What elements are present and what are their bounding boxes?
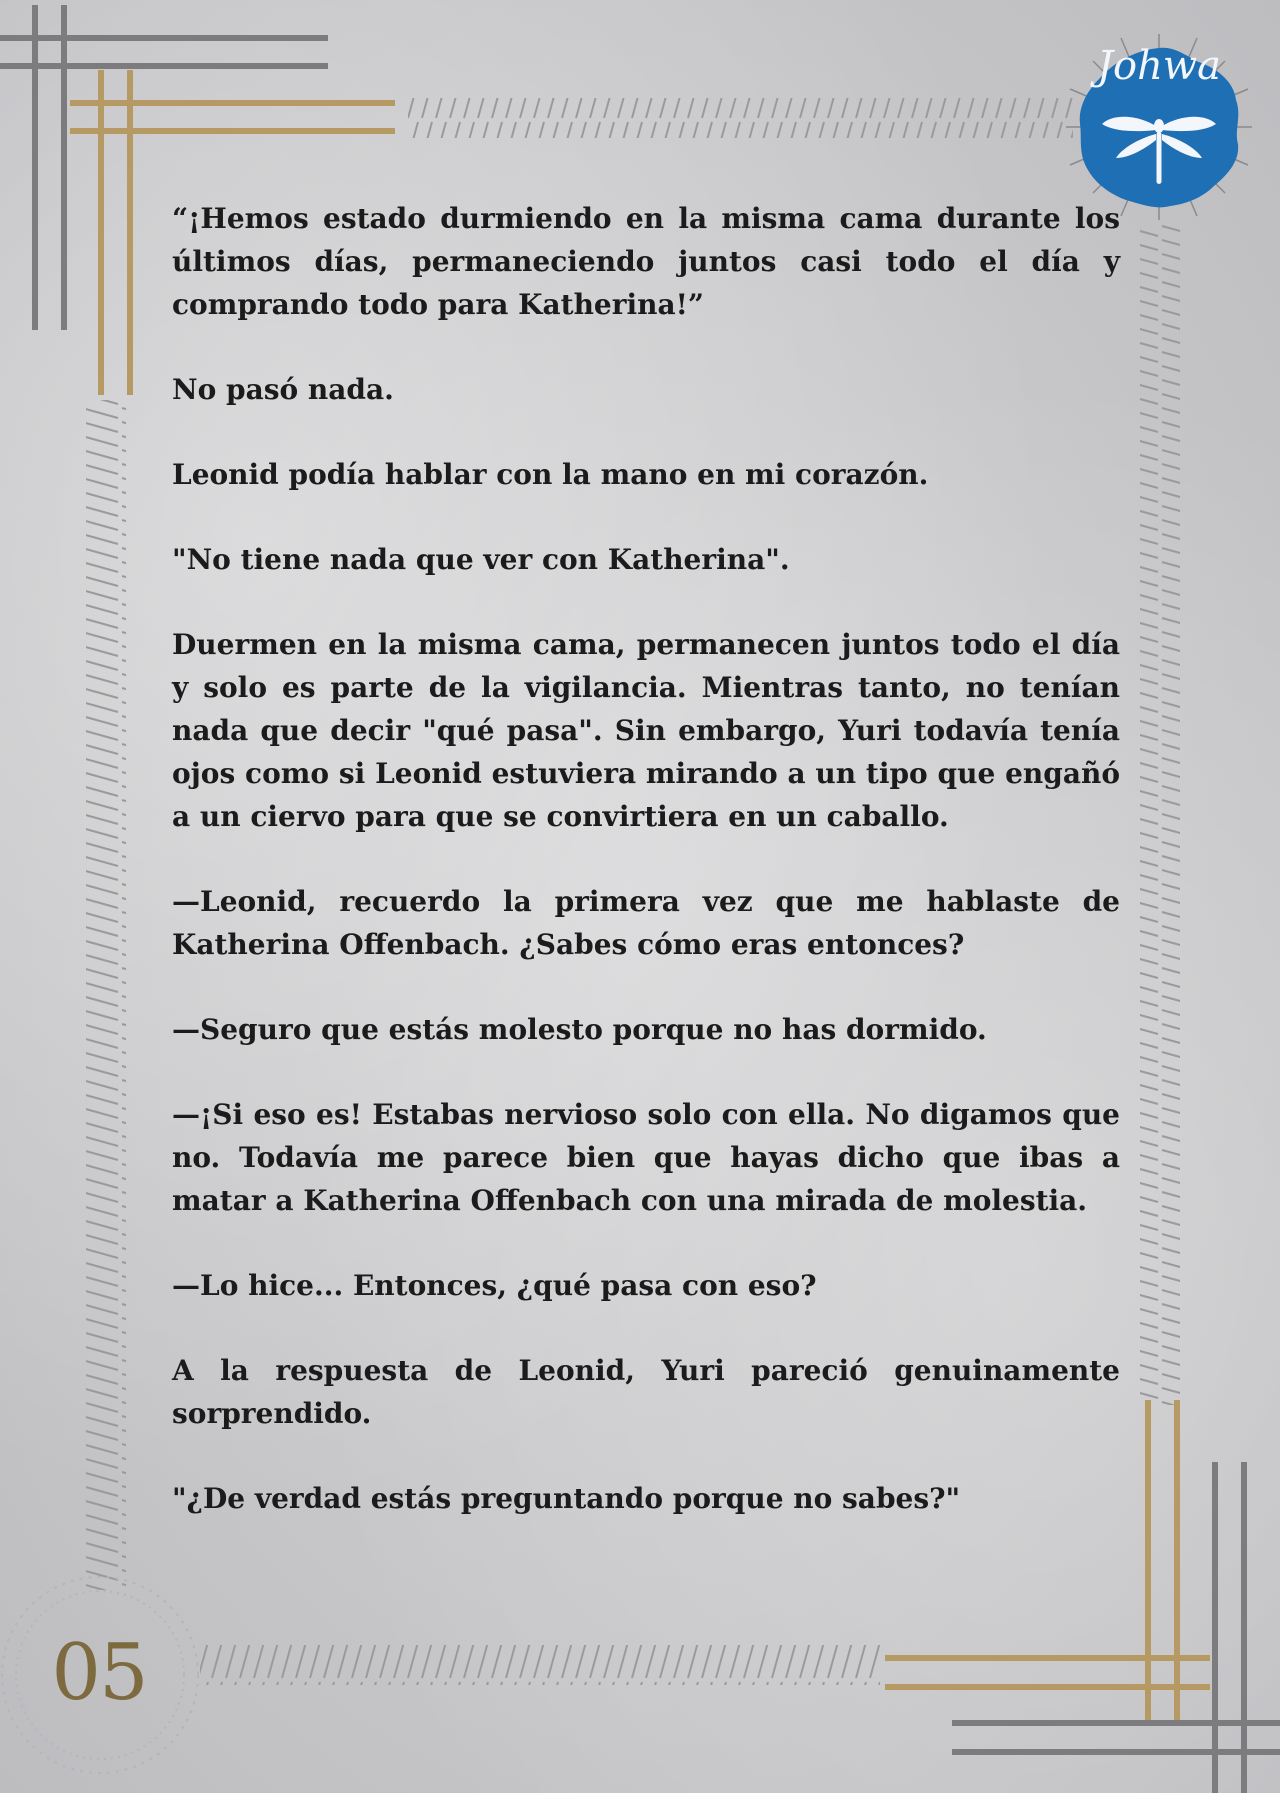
paragraph: A la respuesta de Leonid, Yuri pareció genuinamente sorprendido.	[172, 1354, 1120, 1430]
paragraph: —¡Si eso es! Estabas nervioso solo con ella. No digamos que no. Todavía me parece bien que hayas dicho que ibas a matar a Katherina Offenbach con una mirada de molestia.	[172, 1098, 1120, 1217]
paragraph: —Leonid, recuerdo la primera vez que me hablaste de Katherina Offenbach. ¿Sabes cómo eras entonces?	[172, 885, 1120, 961]
paragraph: —Seguro que estás molesto porque no has dormido.	[172, 1013, 987, 1046]
paragraph: “¡Hemos estado durmiendo en la misma cama durante los últimos días, permaneciendo juntos casi todo el día y comprando todo para Katherina!”	[172, 202, 1120, 321]
bottom-hatch-border	[200, 1645, 880, 1685]
paragraph: "No tiene nada que ver con Katherina".	[172, 543, 790, 576]
paragraph: No pasó nada.	[172, 373, 394, 406]
paragraph: Duermen en la misma cama, permanecen juntos todo el día y solo es parte de la vigilancia. Mientras tanto, no tenían nada que decir "qué pasa". Sin embargo, Yuri todavía tenía ojos como si Leonid estuviera mirando a un tipo que engañó a un ciervo para que se convirtiera en un caballo.	[172, 628, 1120, 833]
left-hatch-border	[86, 400, 126, 1590]
paragraph: —Lo hice... Entonces, ¿qué pasa con eso?	[172, 1269, 817, 1302]
page-number: 05	[51, 1628, 147, 1718]
paragraph: Leonid podía hablar con la mano en mi corazón.	[172, 458, 929, 491]
right-hatch-border	[1140, 225, 1180, 1405]
story-text	[172, 197, 1120, 1562]
logo-text: Johwa	[1097, 43, 1221, 89]
top-hatch-border	[408, 98, 1073, 138]
paragraph: "¿De verdad estás preguntando porque no sabes?"	[172, 1482, 961, 1515]
